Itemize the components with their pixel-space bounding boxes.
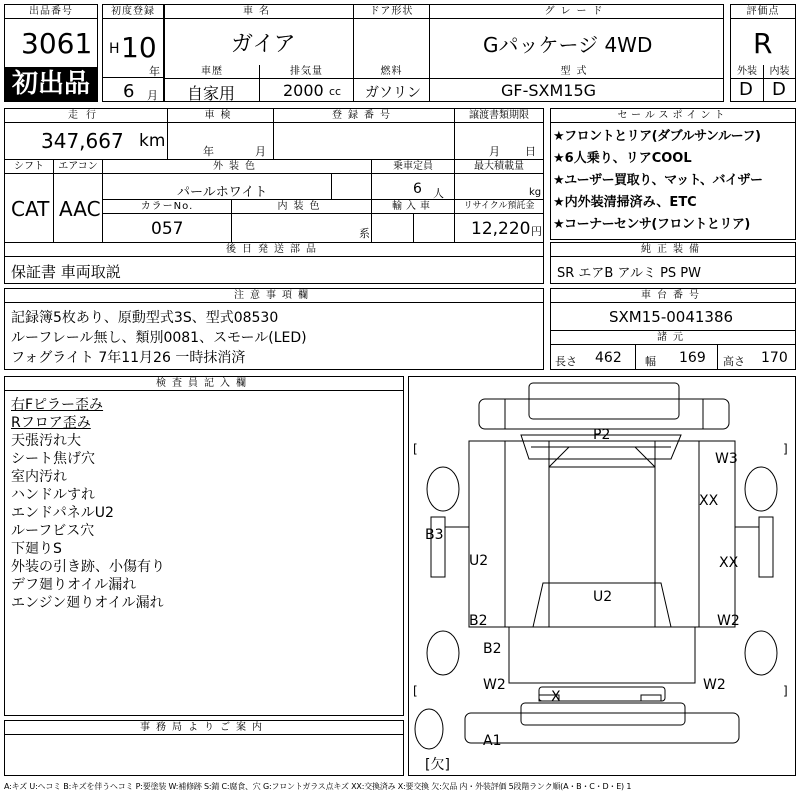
score-box xyxy=(730,4,796,102)
car-name-label: 車名 xyxy=(165,5,353,19)
mileage-value: 347,667 xyxy=(41,129,124,153)
mark-p2: P2 xyxy=(593,427,611,443)
inspector-note-2: Rフロア歪み xyxy=(11,415,91,431)
mileage-unit: km xyxy=(139,131,166,151)
sales-point-1: ★フロントとリア(ダブルサンルーフ) xyxy=(553,129,761,144)
mark-w3: W3 xyxy=(715,451,738,467)
transfer-docs-label: 譲渡書類期限 xyxy=(455,109,543,123)
car-diagram xyxy=(409,377,795,775)
plate-label: 登録番号 xyxy=(274,109,454,123)
inspector-note-11: デフ廻りオイル漏れ xyxy=(11,577,137,593)
sales-points-label: セールスポイント xyxy=(551,109,795,123)
genuine-equipment-label: 純正装備 xyxy=(551,243,795,257)
import-label: 輸入車 xyxy=(372,200,454,214)
chassis-value: SXM15-0041386 xyxy=(609,308,734,326)
svg-text:]: ] xyxy=(783,442,788,456)
int-color-unit: 系 xyxy=(359,227,370,240)
transfer-day-unit: 日 xyxy=(525,145,536,158)
first-registration-label: 初度登録 xyxy=(103,5,163,19)
grade-label: グレード xyxy=(430,5,723,19)
chassis-label: 車台番号 xyxy=(551,289,795,303)
length-label: 長さ xyxy=(555,355,577,368)
mark-w2-right: W2 xyxy=(717,613,740,629)
car-info-box xyxy=(164,4,724,102)
svg-text:[: [ xyxy=(413,684,418,698)
fuel-value: ガソリン xyxy=(365,85,421,101)
year-unit: 年 xyxy=(149,65,160,78)
inspector-note-12: エンジン廻りオイル漏れ xyxy=(11,595,164,611)
mark-b2-lower: B2 xyxy=(483,641,502,657)
capacity-value: 6 xyxy=(413,181,422,197)
car-name: ガイア xyxy=(231,32,296,57)
width-label: 幅 xyxy=(645,355,656,368)
ext-color-label: 外装色 xyxy=(103,160,371,174)
inspector-box xyxy=(4,376,404,716)
legend: A:キズ U:ヘコミ B:キズを伴うヘコミ P:要塗装 W:補修跡 S:錆 C:腐食、穴 G:フロントガラス点キズ XX:交換済み X:要交換 欠:欠品 内・外装評価 5段階ランク順(A・B・C・D・E) 1 xyxy=(4,782,632,791)
lot-number-label: 出品番号 xyxy=(5,5,97,19)
first-registration-box xyxy=(102,4,164,102)
caution-line-2: ルーフレール無し、類別0081、スモール(LED) xyxy=(11,330,307,346)
inspector-note-3: 天張汚れ大 xyxy=(11,433,81,449)
mileage-label: 走行 xyxy=(5,109,167,123)
mark-w2-lower-right: W2 xyxy=(703,677,726,693)
inspector-note-4: シート焦げ穴 xyxy=(11,451,95,467)
inspector-note-10: 外装の引き跡、小傷有り xyxy=(11,559,165,575)
inspector-note-5: 室内汚れ xyxy=(11,469,67,485)
exterior-value: D xyxy=(739,79,753,100)
caution-line-3: フォグライト 7年11月26 一時抹消済 xyxy=(11,350,246,366)
era: H xyxy=(109,41,120,57)
spec-label: 諸元 xyxy=(551,331,795,345)
mark-xx-top: XX xyxy=(699,493,719,509)
lot-number-box xyxy=(4,4,98,102)
height-label: 高さ xyxy=(723,355,745,368)
mark-b2-left: B2 xyxy=(469,613,488,629)
office-notice-label: 事務局よりご案内 xyxy=(5,721,403,735)
int-color-label: 内装色 xyxy=(232,200,371,214)
displacement-unit: cc xyxy=(329,85,342,98)
recycle-value: 12,220 xyxy=(471,219,531,239)
month-unit: 月 xyxy=(147,89,158,102)
caution-line-1: 記録簿5枚あり、原動型式3S、型式08530 xyxy=(11,310,279,326)
inspector-note-9: 下廻りS xyxy=(11,541,62,557)
later-parts-label: 後日発送部品 xyxy=(5,243,543,257)
capacity-unit: 人 xyxy=(433,187,444,200)
recycle-unit: 円 xyxy=(531,225,542,238)
ac-value: AAC xyxy=(59,197,101,221)
score-label: 評価点 xyxy=(731,5,795,19)
svg-text:[: [ xyxy=(413,442,418,456)
load-unit: kg xyxy=(529,187,542,198)
exterior-label: 外装 xyxy=(731,65,763,79)
inspector-note-7: エンドパネルU2 xyxy=(11,505,114,521)
model-label: 型式 xyxy=(430,65,723,79)
shift-value: CAT xyxy=(11,197,50,221)
color-no-value: 057 xyxy=(151,219,184,239)
lot-number: 3061 xyxy=(21,27,93,60)
grade-value: Gパッケージ 4WD xyxy=(483,33,653,57)
inspector-note-1: 右Fピラー歪み xyxy=(11,397,104,413)
interior-label: 内装 xyxy=(764,65,795,79)
inspector-label: 検査員記入欄 xyxy=(5,377,403,391)
mark-w2-left: W2 xyxy=(483,677,506,693)
missing-label: [欠] xyxy=(425,757,450,773)
month-value: 6 xyxy=(123,81,135,102)
height-value: 170 xyxy=(761,350,788,366)
score-value: R xyxy=(753,27,773,60)
displacement-value: 2000 xyxy=(283,81,324,100)
sales-points-box xyxy=(550,108,796,240)
load-label: 最大積載量 xyxy=(455,160,543,174)
sales-point-5: ★コーナーセンサ(フロントとリア) xyxy=(553,217,750,232)
history-value: 自家用 xyxy=(187,84,236,103)
car-diagram-box xyxy=(408,376,796,776)
office-notice-box xyxy=(4,720,404,776)
inspector-note-6: ハンドルすれ xyxy=(11,487,95,503)
vehicle-details-box xyxy=(4,108,544,284)
length-value: 462 xyxy=(595,350,622,366)
mark-u2-center: U2 xyxy=(593,589,613,605)
color-no-label: カラーNo. xyxy=(103,200,231,214)
interior-value: D xyxy=(772,79,786,100)
genuine-equipment-value: SR エアB アルミ PS PW xyxy=(557,266,701,281)
svg-text:]: ] xyxy=(783,684,788,698)
mark-u2-left: U2 xyxy=(469,553,489,569)
model-value: GF-SXM15G xyxy=(501,81,597,100)
year-value: 10 xyxy=(121,31,157,64)
later-parts-value: 保証書 車両取説 xyxy=(11,263,121,281)
mark-x-rear: X xyxy=(551,689,561,705)
history-label: 車歴 xyxy=(165,65,259,79)
recycle-label: リサイクル預託金 xyxy=(455,200,543,214)
mark-a1: A1 xyxy=(483,733,502,749)
sales-point-4: ★内外装清掃済み、ETC xyxy=(553,195,697,210)
sales-point-3: ★ユーザー買取り、マット、バイザー xyxy=(553,173,763,188)
chassis-box xyxy=(550,288,796,370)
inspection-month-unit: 月 xyxy=(255,145,266,158)
transfer-month-unit: 月 xyxy=(489,145,500,158)
first-listing-badge: 初出品 xyxy=(5,67,97,101)
ext-color-value: パールホワイト xyxy=(177,185,268,200)
inspection-label: 車検 xyxy=(168,109,273,123)
capacity-label: 乗車定員 xyxy=(372,160,454,174)
width-value: 169 xyxy=(679,350,706,366)
ac-label: エアコン xyxy=(54,160,102,174)
sales-point-2: ★6人乗り、リアCOOL xyxy=(553,151,692,166)
inspection-year-unit: 年 xyxy=(203,145,214,158)
inspector-note-8: ルーフビス穴 xyxy=(11,523,95,539)
shift-label: シフト xyxy=(5,160,53,174)
mark-xx-right: XX xyxy=(719,555,739,571)
genuine-equipment-box xyxy=(550,242,796,284)
fuel-label: 燃料 xyxy=(354,65,429,79)
caution-label: 注意事項欄 xyxy=(5,289,543,303)
mark-b3: B3 xyxy=(425,527,444,543)
displacement-label: 排気量 xyxy=(260,65,353,79)
door-label: ドア形状 xyxy=(354,5,429,19)
caution-box xyxy=(4,288,544,370)
